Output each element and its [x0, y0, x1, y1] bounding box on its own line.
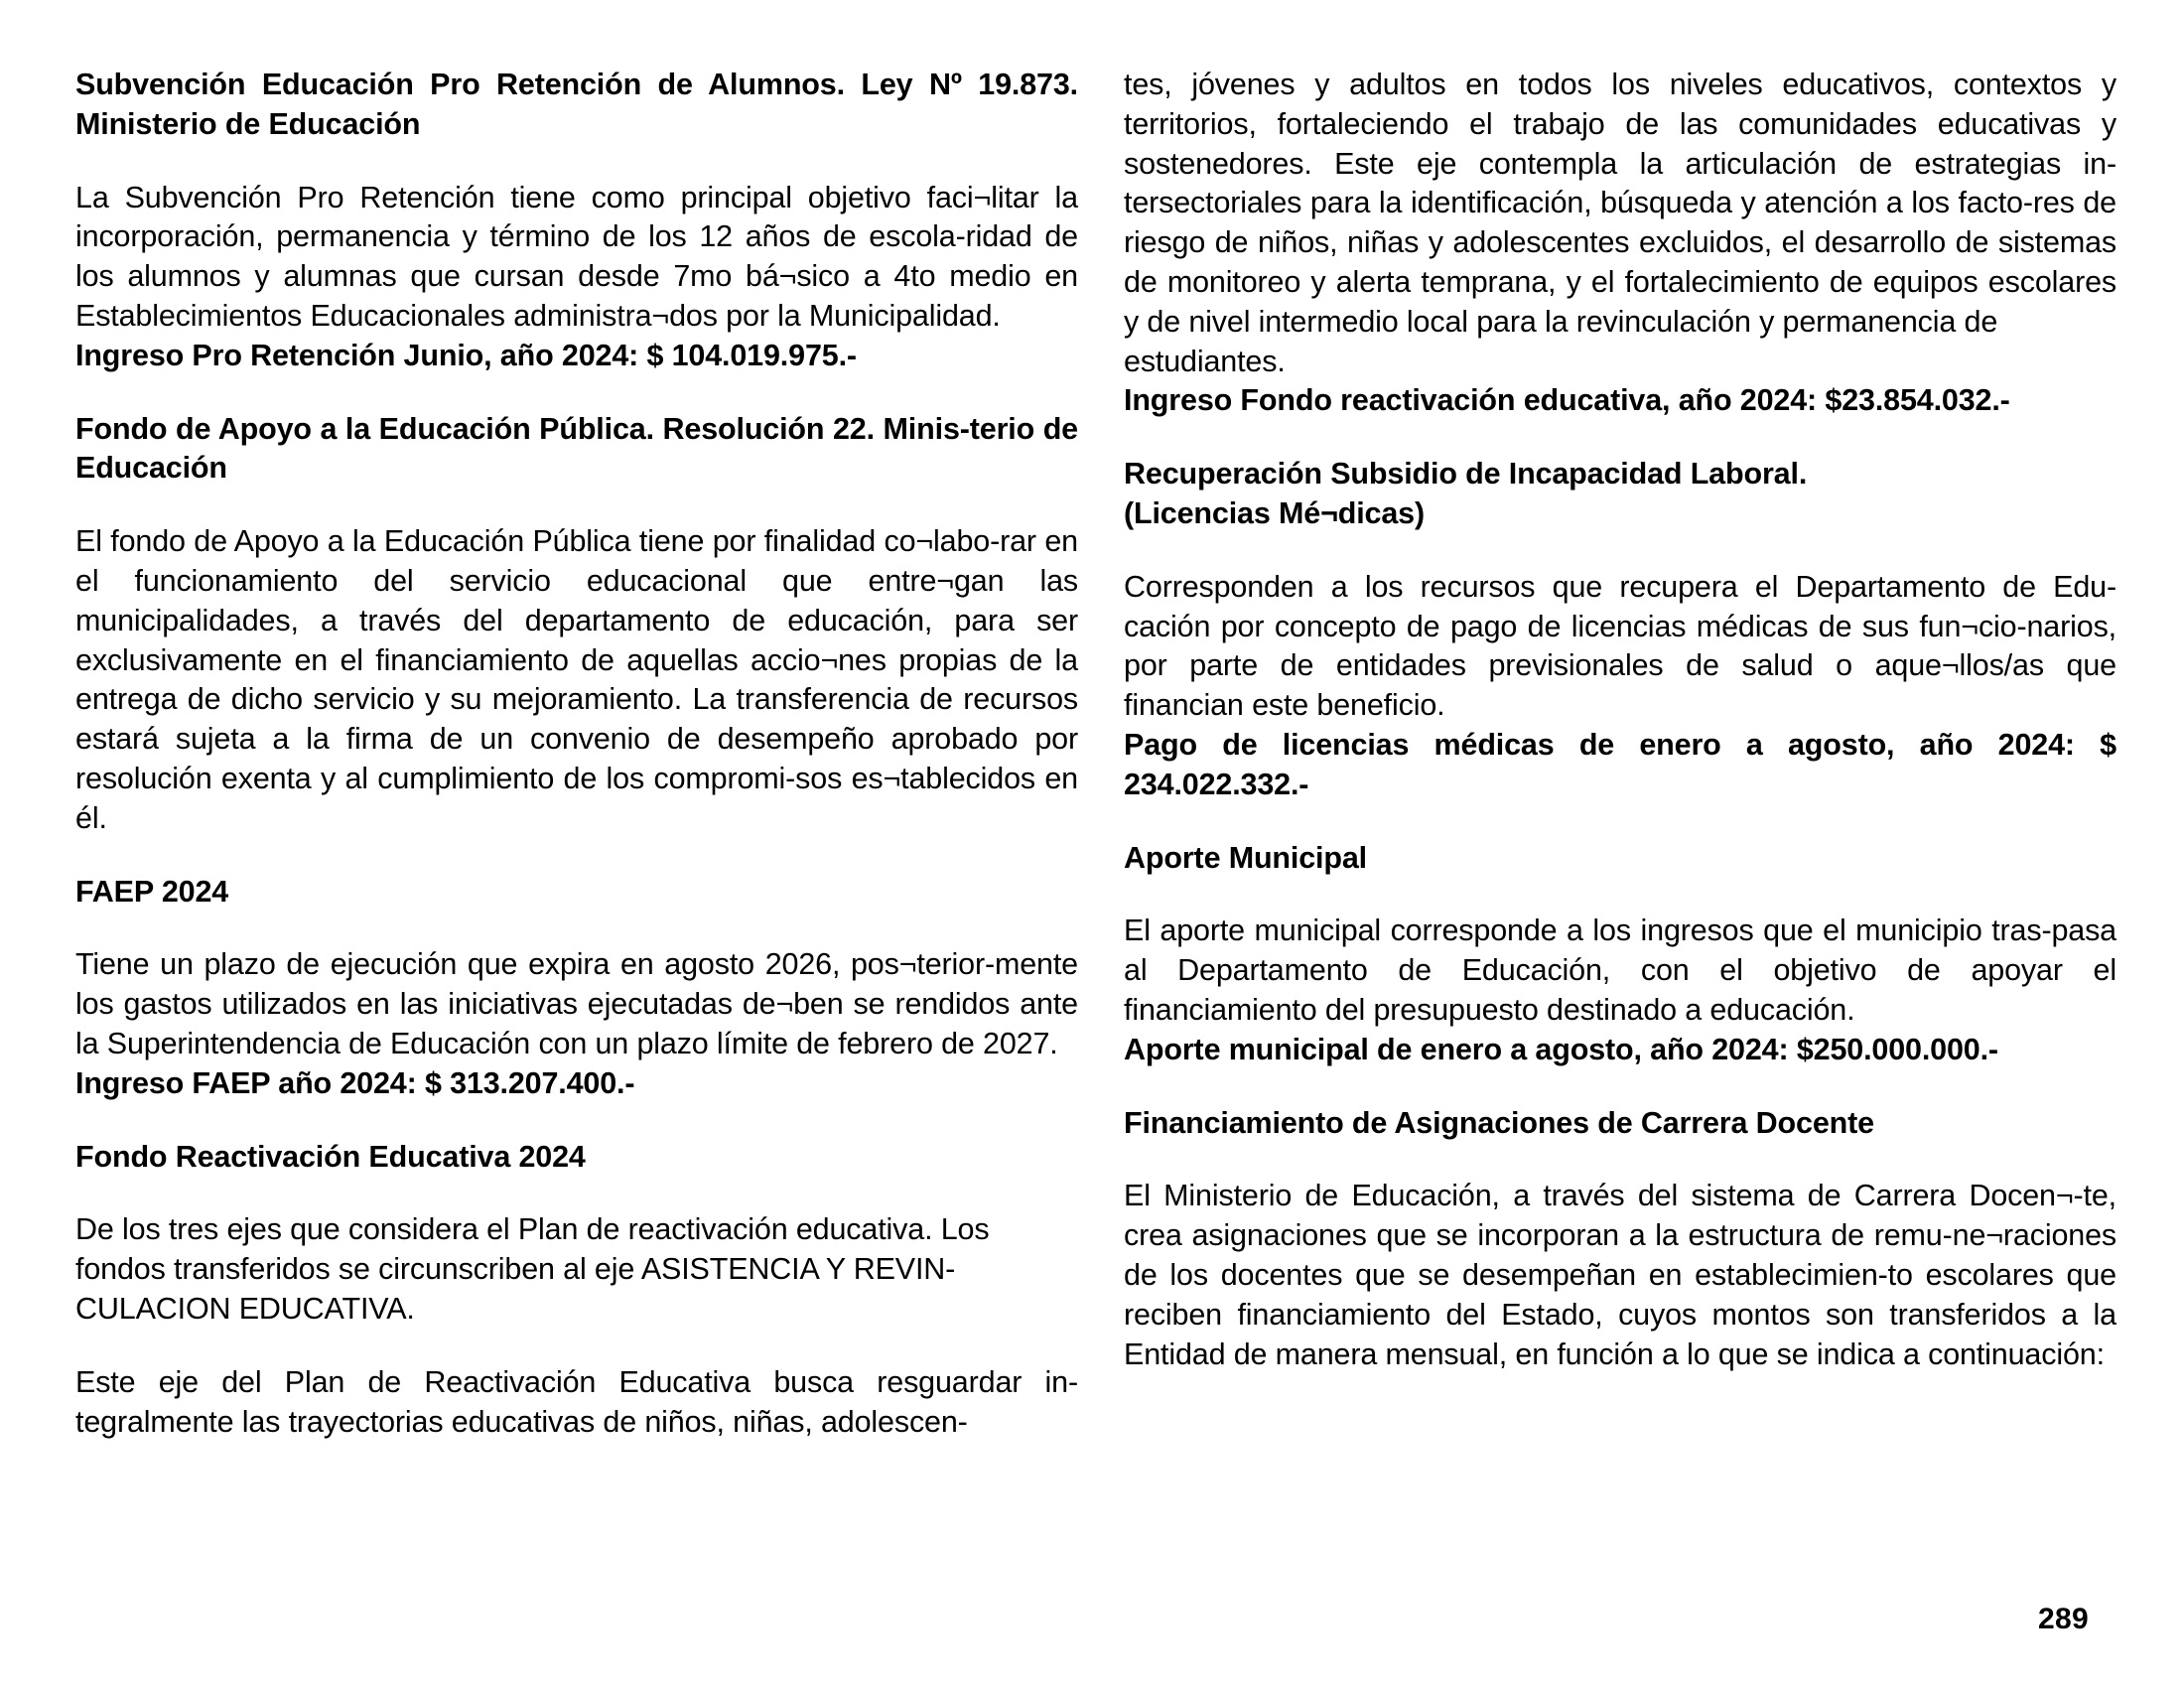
paragraph-spacer — [1124, 534, 2116, 568]
left-text-column — [75, 66, 1078, 1442]
body-paragraph: tes, jóvenes y adultos en todos los niveles educativos, contextos y territorios, fortaleciendo el trabajo de las comunidades educativas y sostenedores. Este eje contempla la articulación de estrategias in-tersectoriales para la identificación, búsqueda y atención a los facto-res de riesgo de niños, niñas y adolescentes excluidos, el desarrollo de sistemas de monitoreo y alerta temprana, y el fortalecimiento de equipos escolares y de nivel intermedio local para la revinculación y permanencia de — [1124, 68, 2116, 339]
paragraph-spacer — [75, 912, 1078, 945]
paragraph-spacer — [1124, 805, 2116, 839]
body-paragraph: El fondo de Apoyo a la Educación Pública tiene por finalidad co¬labo-rar en el funcionamiento del servicio educacional que entre¬gan las municipalidades, a través del departamento de educación, para ser exclusivamente en el financiamiento de aquellas accio¬nes propias de la entrega de dicho servicio y su mejoramiento. La transferencia de recursos estará sujeta a la firma de un convenio de desempeño aprobado por resolución exenta y al cumplimiento de los compromi-sos es¬tablecidos en él. — [75, 524, 1078, 835]
paragraph-spacer — [1124, 1143, 2116, 1177]
page-number: 289 — [2038, 1603, 2089, 1635]
paragraph-spacer — [75, 1104, 1078, 1138]
right-text-column — [1124, 66, 2116, 1374]
paragraph-spacer — [1124, 878, 2116, 912]
section-heading: FAEP 2024 — [75, 874, 229, 909]
paragraph-spacer — [75, 1177, 1078, 1210]
section-heading: (Licencias Mé¬dicas) — [1124, 495, 1425, 530]
section-heading: Ingreso FAEP año 2024: $ 313.207.400.- — [75, 1065, 635, 1100]
section-heading: Aporte municipal de enero a agosto, año 2024: $250.000.000.- — [1124, 1032, 1998, 1066]
paragraph-spacer — [75, 489, 1078, 522]
body-paragraph: Corresponden a los recursos que recupera el Departamento de Edu-cación por concepto de pago de licencias médicas de sus fun¬cio-narios, por parte de entidades previsionales de salud o aque¬llos/as que financian este beneficio. — [1124, 569, 2116, 723]
paragraph-spacer — [1124, 1070, 2116, 1104]
body-paragraph: El aporte municipal corresponde a los ingresos que el municipio tras-pasa al Departamento de Educación, con el objetivo de apoyar el financiamiento del presupuesto destinado a educación. — [1124, 914, 2116, 1027]
paragraph-spacer — [75, 145, 1078, 179]
body-paragraph: La Subvención Pro Retención tiene como principal objetivo faci¬litar la incorporación, permanencia y término de los 12 años de escola-ridad de los alumnos y alumnas que cursan desde 7mo bá¬sico a 4to medio en Establecimientos Educacionales administra¬dos por la Municipalidad. — [75, 180, 1078, 333]
section-heading: Fondo de Apoyo a la Educación Pública. Resolución 22. Minis-terio de Educación — [75, 411, 1078, 486]
body-paragraph: El Ministerio de Educación, a través del sistema de Carrera Docen¬-te, crea asignaciones que se incorporan a la estructura de remu-ne¬raciones de los docentes que se desempeñan en establecimien-to escolares que reciben financiamiento del Estado, cuyos montos son transferidos a la Entidad de manera mensual, en función a lo que se indica a continuación: — [1124, 1179, 2116, 1371]
paragraph-spacer — [75, 839, 1078, 873]
body-paragraph: Tiene un plazo de ejecución que expira en agosto 2026, pos¬terior-mente los gastos utilizados en las iniciativas ejecutadas de¬ben se rendidos ante la Superintendencia de Educación con un plazo límite de febrero de 2027. — [75, 947, 1078, 1060]
body-paragraph: De los tres ejes que considera el Plan de reactivación educativa. Los fondos transferidos se circunscriben al eje ASISTENCIA Y REVIN-CULACION EDUCATIVA. — [75, 1212, 990, 1326]
paragraph-spacer — [75, 376, 1078, 410]
section-heading: Pago de licencias médicas de enero a agosto, año 2024: $ 234.022.332.- — [1124, 727, 2116, 801]
body-paragraph: estudiantes. — [1124, 344, 1286, 378]
paragraph-spacer — [1124, 421, 2116, 455]
section-heading: Aporte Municipal — [1124, 840, 1367, 875]
two-column-layout — [75, 66, 2116, 1442]
section-heading: Ingreso Pro Retención Junio, año 2024: $ 104.019.975.- — [75, 338, 857, 372]
paragraph-spacer — [75, 1330, 1078, 1363]
body-paragraph: Este eje del Plan de Reactivación Educativa busca resguardar in-tegralmente las trayectorias educativas de niños, niñas, adolescen- — [75, 1364, 1078, 1439]
section-heading: Fondo Reactivación Educativa 2024 — [75, 1139, 586, 1174]
section-heading: Subvención Educación Pro Retención de Alumnos. Ley Nº 19.873. Ministerio de Educación — [75, 68, 1078, 141]
section-heading: Financiamiento de Asignaciones de Carrera Docente — [1124, 1105, 1874, 1140]
section-heading: Recuperación Subsidio de Incapacidad Laboral. — [1124, 457, 1808, 492]
section-heading: Ingreso Fondo reactivación educativa, año 2024: $23.854.032.- — [1124, 383, 2010, 418]
